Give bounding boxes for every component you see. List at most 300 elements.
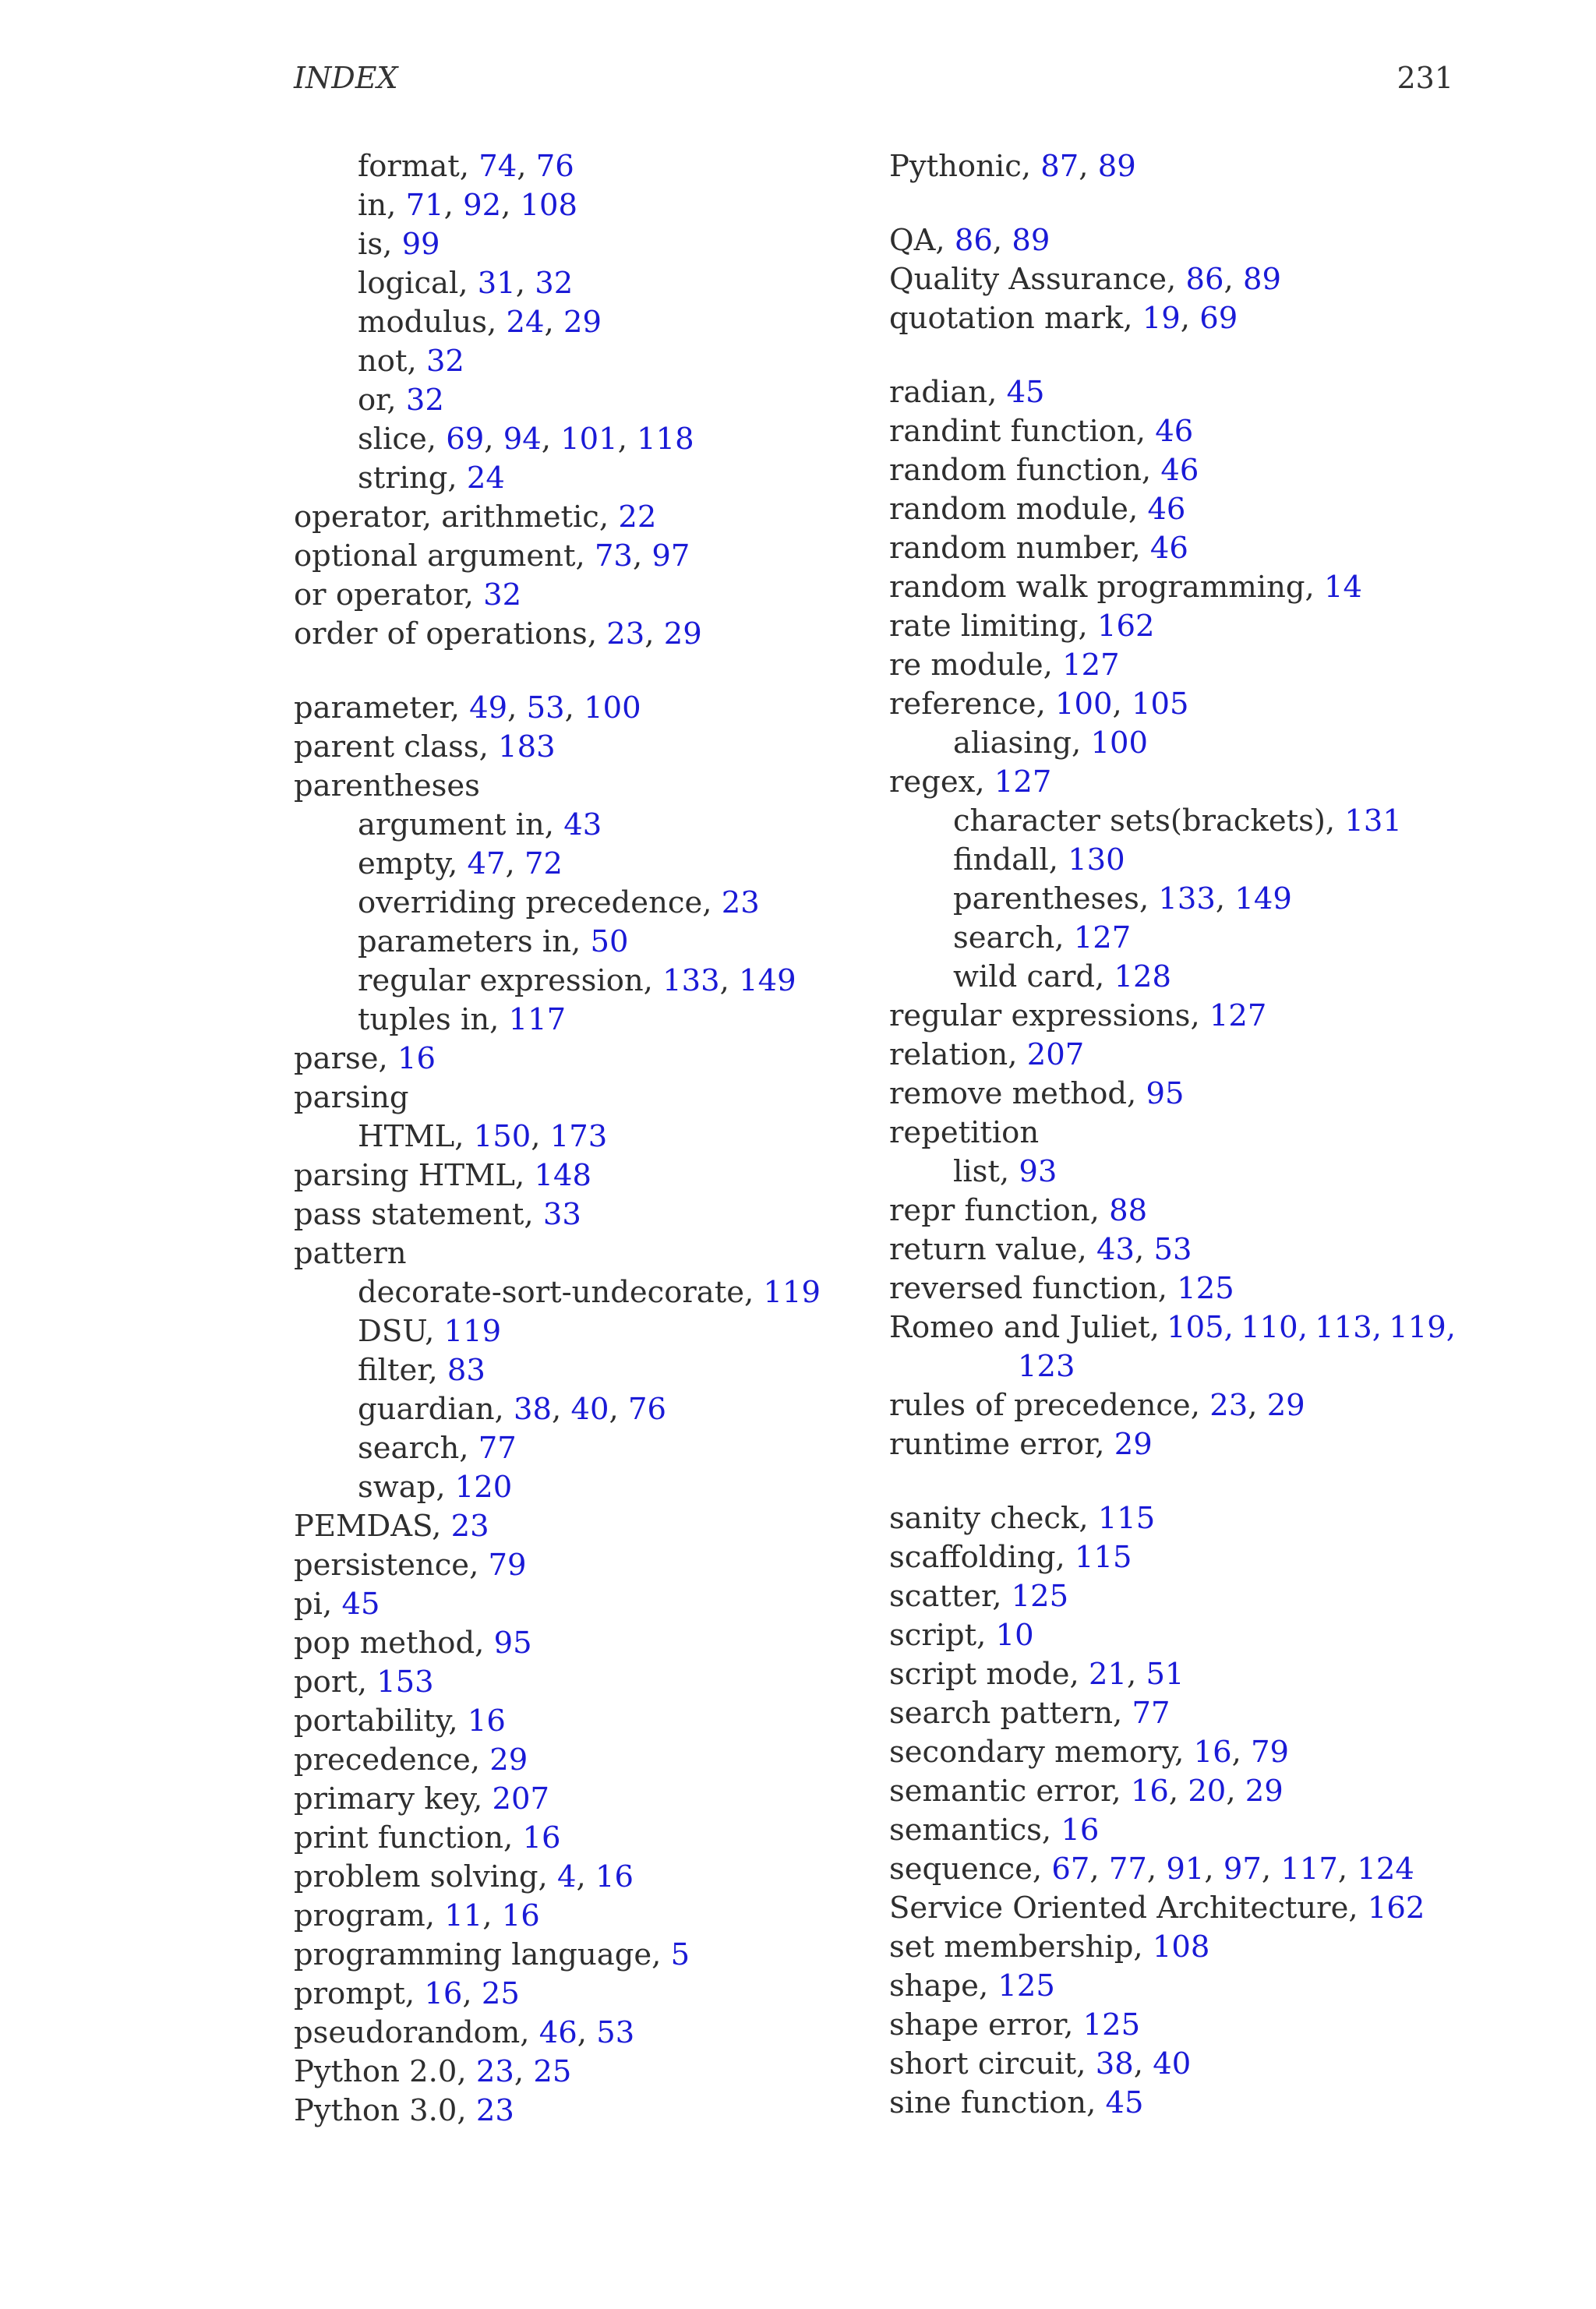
- index-entry: scatter, 125: [889, 1579, 1069, 1614]
- page-ref-link[interactable]: 46: [1147, 492, 1186, 527]
- entry-term: regular expressions: [889, 998, 1191, 1033]
- entry-term: random function: [889, 453, 1142, 488]
- entry-term: repr function: [889, 1193, 1090, 1228]
- entry-term: Service Oriented Architecture: [889, 1891, 1349, 1926]
- entry-term: regex: [889, 764, 976, 800]
- index-entry: reference, 100, 105: [889, 687, 1189, 722]
- page-ref-link[interactable]: 25: [533, 2054, 572, 2089]
- index-entry: regular expressions, 127: [889, 998, 1267, 1033]
- entry-term: random module: [889, 492, 1128, 527]
- entry-term: aliasing: [953, 726, 1072, 761]
- entry-term: swap: [358, 1470, 436, 1505]
- entry-term: QA: [889, 223, 936, 258]
- index-entry: randint function, 46: [889, 414, 1194, 449]
- index-entry: [294, 767, 870, 806]
- page-ref-link[interactable]: 33: [542, 1197, 581, 1232]
- entry-term: set membership: [889, 1929, 1134, 1965]
- entry-term: radian: [889, 375, 988, 410]
- page-ref-link[interactable]: 115: [1097, 1501, 1156, 1536]
- page-ref-link[interactable]: 83: [447, 1353, 486, 1388]
- entry-term: empty: [358, 846, 449, 881]
- page-ref-link[interactable]: 32: [483, 577, 522, 613]
- entry-term: port: [294, 1665, 358, 1700]
- separator: ,: [1446, 1310, 1456, 1345]
- page-ref-link[interactable]: 207: [1026, 1037, 1085, 1072]
- entry-term: repetition: [889, 1115, 1040, 1150]
- index-entry: parameter, 49, 53, 100: [294, 690, 641, 726]
- entry-term: parentheses: [953, 881, 1139, 916]
- page-ref-link[interactable]: 127: [1062, 648, 1120, 683]
- index-subentry: argument in, 43: [358, 807, 602, 842]
- entry-term: modulus: [358, 305, 487, 340]
- page-ref-link[interactable]: 45: [1105, 2085, 1144, 2120]
- page-ref-link[interactable]: 105,: [1167, 1310, 1234, 1345]
- entry-term: pop method: [294, 1626, 475, 1661]
- entry-term: remove method: [889, 1076, 1128, 1111]
- entry-term: prompt: [294, 1976, 405, 2011]
- index-entry: Quality Assurance, 86, 89: [889, 262, 1281, 297]
- page-ref-link[interactable]: 10: [995, 1618, 1034, 1653]
- page-ref-link[interactable]: 77: [1132, 1696, 1171, 1731]
- page-ref-link[interactable]: 24: [466, 461, 505, 496]
- index-entry: portability, 16: [294, 1704, 506, 1739]
- index-subentry: tuples in, 117: [358, 1002, 567, 1037]
- page-ref-link[interactable]: 46: [1160, 453, 1199, 488]
- page-ref-link[interactable]: 153: [376, 1665, 434, 1700]
- index-entry: [889, 1114, 1466, 1153]
- index-entry: remove method, 95: [889, 1076, 1185, 1111]
- page-ref-link[interactable]: 53: [526, 690, 565, 726]
- page-ref-link[interactable]: 43: [1096, 1232, 1135, 1267]
- index-entry-continuation: [889, 1347, 1466, 1386]
- page-ref-link[interactable]: 19: [1142, 301, 1181, 336]
- page-ref-link[interactable]: 72: [524, 846, 563, 881]
- index-subentry: findall, 130: [953, 842, 1125, 877]
- page-ref-link[interactable]: 130: [1068, 842, 1125, 877]
- entry-term: print function: [294, 1820, 504, 1855]
- page-ref-link[interactable]: 97: [1223, 1852, 1262, 1887]
- page-ref-link[interactable]: 21: [1089, 1657, 1127, 1692]
- index-entry: [294, 1234, 870, 1273]
- index-entry: port, 153: [294, 1665, 434, 1700]
- index-subentry: or, 32: [358, 383, 444, 418]
- letter-group-gap: [889, 1464, 1466, 1499]
- page-ref-link[interactable]: 16: [1130, 1774, 1169, 1809]
- index-entry: rules of precedence, 23, 29: [889, 1388, 1305, 1423]
- page-ref-link[interactable]: 49: [469, 690, 508, 726]
- page-ref-link[interactable]: 79: [1251, 1735, 1290, 1770]
- page-ref-link[interactable]: 76: [535, 149, 574, 184]
- page-ref-link[interactable]: 162: [1097, 609, 1155, 644]
- page-ref-link[interactable]: 125: [1082, 2007, 1141, 2042]
- index-entry: Service Oriented Architecture, 162: [889, 1891, 1425, 1926]
- entry-term: sequence: [889, 1852, 1033, 1887]
- page-ref-link[interactable]: 29: [1114, 1427, 1153, 1462]
- letter-group-gap: [294, 654, 870, 689]
- page-ref-link[interactable]: 23: [721, 885, 760, 920]
- page-ref-link[interactable]: 108: [520, 188, 578, 223]
- page-ref-link[interactable]: 148: [534, 1158, 591, 1193]
- page-ref-link[interactable]: 119,: [1389, 1310, 1456, 1345]
- page-ref-link[interactable]: 50: [590, 924, 629, 959]
- entry-term: scatter: [889, 1579, 993, 1614]
- page-ref-link[interactable]: 29: [663, 616, 702, 651]
- entry-term: pass statement: [294, 1197, 524, 1232]
- entry-term: parentheses: [294, 768, 480, 803]
- index-entry: optional argument, 73, 97: [294, 538, 690, 574]
- page-ref-link[interactable]: 69: [1199, 301, 1238, 336]
- page-ref-link[interactable]: 89: [1097, 149, 1136, 184]
- entry-term: shape: [889, 1968, 979, 2004]
- entry-term: randint function: [889, 414, 1136, 449]
- entry-term: Romeo and Juliet,: [889, 1310, 1160, 1345]
- entry-term: programming language: [294, 1937, 652, 1972]
- entry-term: reversed function: [889, 1271, 1158, 1306]
- page-ref-link[interactable]: 127: [1073, 920, 1132, 955]
- page-ref-link[interactable]: 88: [1109, 1193, 1148, 1228]
- entry-term: short circuit: [889, 2046, 1077, 2081]
- page-ref-link[interactable]: 53: [596, 2015, 635, 2050]
- page-ref-link[interactable]: 53: [1153, 1232, 1192, 1267]
- page-ref-link[interactable]: 73: [594, 538, 633, 574]
- index-subentry: empty, 47, 72: [358, 846, 563, 881]
- entry-term: parsing: [294, 1080, 409, 1115]
- index-entry: [889, 1308, 1456, 1347]
- index-subentry: in, 71, 92, 108: [358, 188, 578, 223]
- page-ref-link[interactable]: 92: [463, 188, 502, 223]
- page-ref-link[interactable]: 29: [1245, 1774, 1284, 1809]
- page-ref-link[interactable]: 31: [477, 266, 516, 301]
- page-ref-link[interactable]: 86: [1185, 262, 1224, 297]
- page-ref-link[interactable]: 16: [397, 1041, 436, 1076]
- entry-term: order of operations: [294, 616, 588, 651]
- page-ref-link[interactable]: 127: [994, 764, 1052, 800]
- entry-term: semantic error: [889, 1774, 1112, 1809]
- page-ref-link[interactable]: 113,: [1315, 1310, 1382, 1345]
- page-ref-link[interactable]: 128: [1114, 959, 1172, 994]
- page-ref-link[interactable]: 127: [1209, 998, 1267, 1033]
- entry-term: random number: [889, 531, 1132, 566]
- entry-term: semantics: [889, 1813, 1042, 1848]
- index-column-left: [294, 147, 870, 2131]
- entry-term: string: [358, 461, 448, 496]
- page-ref-link[interactable]: 74: [478, 149, 517, 184]
- separator: ,: [1149, 1310, 1160, 1345]
- page-ref-link[interactable]: 23: [450, 1509, 489, 1544]
- page-ref-link[interactable]: 79: [488, 1548, 527, 1583]
- index-entry: quotation mark, 19, 69: [889, 301, 1238, 336]
- separator: ,: [1223, 1310, 1234, 1345]
- index-subentry: parentheses, 133, 149: [953, 881, 1292, 916]
- page-ref-link[interactable]: 47: [467, 846, 506, 881]
- index-entry: random number, 46: [889, 531, 1188, 566]
- index-entry: PEMDAS, 23: [294, 1509, 489, 1544]
- entry-term: character sets(brackets): [953, 803, 1326, 839]
- index-entry: prompt, 16, 25: [294, 1976, 520, 2011]
- page-ref-link[interactable]: 125: [1011, 1579, 1069, 1614]
- page-ref-link[interactable]: 125: [998, 1968, 1055, 2004]
- page-ref-link[interactable]: 94: [503, 422, 542, 457]
- entry-term: or operator: [294, 577, 464, 613]
- entry-term: Quality Assurance: [889, 262, 1167, 297]
- page-ref-link[interactable]: 100: [1090, 726, 1149, 761]
- index-entry: pseudorandom, 46, 53: [294, 2015, 635, 2050]
- entry-term: overriding precedence: [358, 885, 703, 920]
- page-ref-link[interactable]: 87: [1040, 149, 1079, 184]
- entry-term: parameters in: [358, 924, 572, 959]
- page-ref-link[interactable]: 32: [405, 383, 444, 418]
- entry-term: Python 3.0: [294, 2093, 457, 2128]
- page-ref-link[interactable]: 99: [401, 227, 440, 262]
- page-ref-link[interactable]: 46: [538, 2015, 577, 2050]
- index-entry: random module, 46: [889, 492, 1186, 527]
- index-entry: order of operations, 23, 29: [294, 616, 702, 651]
- page-ref-link[interactable]: 51: [1146, 1657, 1185, 1692]
- index-entry: repr function, 88: [889, 1193, 1148, 1228]
- index-subentry: guardian, 38, 40, 76: [358, 1392, 666, 1427]
- entry-term: search: [358, 1431, 460, 1466]
- page-ref-link[interactable]: 97: [651, 538, 690, 574]
- page-ref-link[interactable]: 100: [1055, 687, 1113, 722]
- page-ref-link[interactable]: 16: [467, 1704, 506, 1739]
- page-ref-link[interactable]: 76: [627, 1392, 666, 1427]
- page-ref-link[interactable]: 125: [1177, 1271, 1234, 1306]
- entry-term: parsing HTML: [294, 1158, 515, 1193]
- page-ref-link[interactable]: 86: [954, 223, 993, 258]
- page-ref-link[interactable]: 124: [1357, 1852, 1414, 1887]
- entry-term: filter: [358, 1353, 429, 1388]
- page-ref-link[interactable]: 95: [493, 1626, 532, 1661]
- entry-term: precedence: [294, 1742, 471, 1778]
- entry-term: persistence: [294, 1548, 470, 1583]
- index-entry: pass statement, 33: [294, 1197, 581, 1232]
- entry-term: return value: [889, 1232, 1078, 1267]
- page-ref-link[interactable]: 45: [1006, 375, 1045, 410]
- letter-group-gap: [889, 186, 1466, 221]
- index-subentry: slice, 69, 94, 101, 118: [358, 422, 694, 457]
- page-ref-link[interactable]: 173: [549, 1119, 608, 1154]
- page-ref-link[interactable]: 108: [1152, 1929, 1210, 1965]
- index-entry: primary key, 207: [294, 1781, 549, 1816]
- entry-term: guardian: [358, 1392, 495, 1427]
- page-header: [294, 55, 1453, 101]
- entry-term: PEMDAS: [294, 1509, 433, 1544]
- index-entry: semantics, 16: [889, 1813, 1100, 1848]
- page-ref-link[interactable]: 16: [522, 1820, 561, 1855]
- entry-term: search: [953, 920, 1055, 955]
- index-subentry: HTML, 150, 173: [358, 1119, 608, 1154]
- page-ref-link[interactable]: 46: [1149, 531, 1188, 566]
- page-ref-link[interactable]: 16: [424, 1976, 463, 2011]
- page-ref-link[interactable]: 5: [670, 1937, 690, 1972]
- page-ref-link[interactable]: 29: [563, 305, 602, 340]
- page-ref-link[interactable]: 24: [506, 305, 545, 340]
- index-subentry: not, 32: [358, 344, 464, 379]
- entry-term: sanity check: [889, 1501, 1079, 1536]
- index-entry: reversed function, 125: [889, 1271, 1234, 1306]
- entry-term: reference: [889, 687, 1036, 722]
- index-entry: Python 3.0, 23: [294, 2093, 514, 2128]
- index-entry: parse, 16: [294, 1041, 436, 1076]
- page-ref-link[interactable]: 46: [1155, 414, 1194, 449]
- index-entry: random walk programming, 14: [889, 570, 1362, 605]
- page-ref-link[interactable]: 22: [618, 500, 657, 535]
- page-ref-link[interactable]: 38: [514, 1392, 552, 1427]
- index-entry: script, 10: [889, 1618, 1034, 1653]
- index-entry: problem solving, 4, 16: [294, 1859, 634, 1894]
- entry-term: quotation mark: [889, 301, 1124, 336]
- page-ref-link[interactable]: 16: [1193, 1735, 1232, 1770]
- index-subentry: character sets(brackets), 131: [953, 803, 1402, 839]
- page-ref-link[interactable]: 119: [443, 1314, 502, 1349]
- index-entry: sine function, 45: [889, 2085, 1144, 2120]
- page-ref-link[interactable]: 67: [1051, 1852, 1090, 1887]
- entry-term: relation: [889, 1037, 1008, 1072]
- entry-term: format: [358, 149, 460, 184]
- page-ref-link[interactable]: 117: [1280, 1852, 1338, 1887]
- entry-term: script mode: [889, 1657, 1070, 1692]
- page-ref-link[interactable]: 150: [473, 1119, 531, 1154]
- index-entry: Python 2.0, 23, 25: [294, 2054, 572, 2089]
- page-ref-link[interactable]: 32: [425, 344, 464, 379]
- entry-term: or: [358, 383, 387, 418]
- index-entry: return value, 43, 53: [889, 1232, 1192, 1267]
- page-ref-link[interactable]: 133: [662, 963, 720, 998]
- page-ref-link[interactable]: 43: [563, 807, 602, 842]
- index-entry: semantic error, 16, 20, 29: [889, 1774, 1284, 1809]
- page-ref-link[interactable]: 23: [1209, 1388, 1248, 1423]
- page-ref-link[interactable]: 16: [1061, 1813, 1100, 1848]
- page-ref-link[interactable]: 40: [1153, 2046, 1192, 2081]
- entry-term: rules of precedence: [889, 1388, 1191, 1423]
- page-ref-link[interactable]: 105: [1132, 687, 1189, 722]
- entry-term: parent class: [294, 729, 479, 764]
- entry-term: shape error: [889, 2007, 1065, 2042]
- entry-term: wild card: [953, 959, 1096, 994]
- page-ref-link[interactable]: 16: [501, 1898, 540, 1933]
- entry-term: tuples in: [358, 1002, 490, 1037]
- page-ref-link[interactable]: 110,: [1241, 1310, 1308, 1345]
- page-ref-link[interactable]: 207: [492, 1781, 549, 1816]
- page-ref-link[interactable]: 40: [570, 1392, 609, 1427]
- entry-term: decorate-sort-undecorate: [358, 1275, 744, 1310]
- page-ref-link[interactable]: 29: [489, 1742, 528, 1778]
- entry-term: Python 2.0: [294, 2054, 457, 2089]
- page-ref-link[interactable]: 23: [475, 2093, 514, 2128]
- page-ref-link[interactable]: 69: [446, 422, 485, 457]
- index-entry: persistence, 79: [294, 1548, 527, 1583]
- page-ref-link[interactable]: 29: [1266, 1388, 1305, 1423]
- index-subentry: filter, 83: [358, 1353, 486, 1388]
- index-entry: random function, 46: [889, 453, 1199, 488]
- page-ref-link[interactable]: 101: [560, 422, 618, 457]
- page-ref-link[interactable]: 119: [763, 1275, 821, 1310]
- index-entry: search pattern, 77: [889, 1696, 1171, 1731]
- index-entry: runtime error, 29: [889, 1427, 1153, 1462]
- page-ref-link[interactable]: 4: [556, 1859, 577, 1894]
- page-ref-link[interactable]: 14: [1324, 570, 1362, 605]
- page-ref-link[interactable]: 149: [739, 963, 796, 998]
- page-ref-link[interactable]: 118: [637, 422, 694, 457]
- page-ref-link[interactable]: 38: [1095, 2046, 1134, 2081]
- entry-term: random walk programming: [889, 570, 1305, 605]
- entry-term: findall: [953, 842, 1049, 877]
- index-subentry: DSU, 119: [358, 1314, 502, 1349]
- page-ref-link[interactable]: 45: [341, 1587, 380, 1622]
- entry-term: parse: [294, 1041, 379, 1076]
- entry-term: Pythonic: [889, 149, 1022, 184]
- running-head: INDEX: [294, 61, 398, 95]
- page-ref-link[interactable]: 23: [475, 2054, 514, 2089]
- entry-term: primary key: [294, 1781, 473, 1816]
- index-column-right: [889, 147, 1466, 2123]
- entry-term: optional argument: [294, 538, 576, 574]
- letter-group-gap: [889, 338, 1466, 373]
- page-ref-link[interactable]: 77: [478, 1431, 517, 1466]
- page-ref-link[interactable]: 20: [1188, 1774, 1227, 1809]
- index-entry: relation, 207: [889, 1037, 1085, 1072]
- page-ref-link[interactable]: 32: [535, 266, 574, 301]
- page-ref-link[interactable]: 71: [405, 188, 444, 223]
- page-ref-link[interactable]: 120: [454, 1470, 513, 1505]
- index-entry: shape, 125: [889, 1968, 1055, 2004]
- index-entry: parsing HTML, 148: [294, 1158, 591, 1193]
- index-entry: radian, 45: [889, 375, 1045, 410]
- entry-term: re module: [889, 648, 1043, 683]
- index-entry: short circuit, 38, 40: [889, 2046, 1192, 2081]
- page-ref-link[interactable]: 93: [1019, 1154, 1058, 1189]
- page-ref-link[interactable]: 77: [1108, 1852, 1147, 1887]
- index-entry: scaffolding, 115: [889, 1540, 1132, 1575]
- index-entry: parent class, 183: [294, 729, 556, 764]
- page-ref-link[interactable]: 131: [1344, 803, 1402, 839]
- page-ref-link[interactable]: 115: [1075, 1540, 1132, 1575]
- page-ref-link[interactable]: 89: [1242, 262, 1281, 297]
- entry-term: DSU: [358, 1314, 425, 1349]
- page-ref-link[interactable]: 23: [606, 616, 645, 651]
- page-ref-link[interactable]: 117: [508, 1002, 567, 1037]
- page-ref-link[interactable]: 183: [498, 729, 556, 764]
- index-entry: pop method, 95: [294, 1626, 532, 1661]
- entry-term: regular expression: [358, 963, 644, 998]
- entry-term: argument in: [358, 807, 545, 842]
- index-entry: precedence, 29: [294, 1742, 528, 1778]
- page-ref-link[interactable]: 89: [1012, 223, 1050, 258]
- entry-term: in: [358, 188, 387, 223]
- entry-term: logical: [358, 266, 459, 301]
- entry-term: slice: [358, 422, 427, 457]
- index-subentry: format, 74, 76: [358, 149, 574, 184]
- page-ref-link[interactable]: 162: [1367, 1891, 1425, 1926]
- page-ref-link[interactable]: 149: [1234, 881, 1292, 916]
- page-ref-link[interactable]: 11: [444, 1898, 483, 1933]
- index-entry: re module, 127: [889, 648, 1120, 683]
- index-entry: rate limiting, 162: [889, 609, 1155, 644]
- page-ref-link[interactable]: 16: [595, 1859, 634, 1894]
- page-ref-link[interactable]: 95: [1146, 1076, 1185, 1111]
- page-ref-link[interactable]: 91: [1166, 1852, 1205, 1887]
- page-ref-link[interactable]: 100: [584, 690, 641, 726]
- page-ref-link[interactable]: 133: [1158, 881, 1216, 916]
- page-ref-link[interactable]: 123: [1018, 1349, 1075, 1384]
- page-ref-link[interactable]: 25: [481, 1976, 520, 2011]
- entry-term: is: [358, 227, 383, 262]
- index-subentry: aliasing, 100: [953, 726, 1149, 761]
- index-subentry: search, 77: [358, 1431, 517, 1466]
- index-entry: print function, 16: [294, 1820, 561, 1855]
- index-subentry: string, 24: [358, 461, 505, 496]
- entry-term: secondary memory: [889, 1735, 1175, 1770]
